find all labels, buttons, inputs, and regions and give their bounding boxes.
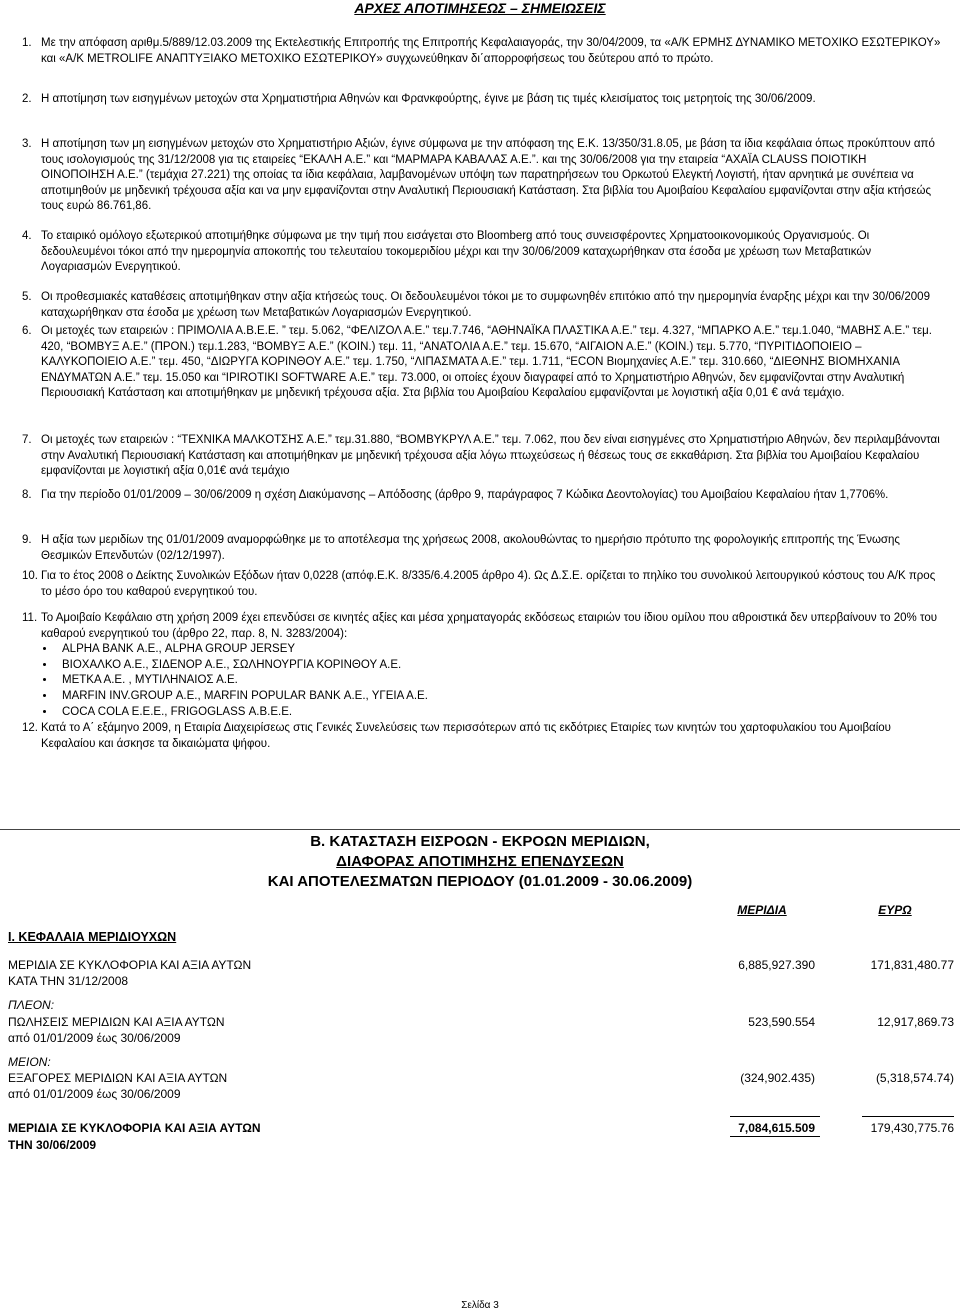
list-item: • COCA COLA Ε.Ε.Ε., FRIGOGLASS Α.Β.Ε.Ε. bbox=[56, 705, 942, 721]
row-sales-units: 523,590.554 bbox=[748, 1015, 815, 1029]
total-line-euro bbox=[862, 1116, 954, 1117]
note-text: Κατά το Α΄ εξάμηνο 2009, η Εταιρία Διαχειρίσεως στις Γενικές Συνελεύσεις των περισσότερων από τις εκδότριες Εταιρίες των κινητών του χαρτοφυλακίου του Αμοιβαίου Κεφαλαίου και άσκησε τα δικαιώματα ψήφου. bbox=[41, 722, 891, 750]
note-text: Η αποτίμηση των εισηγμένων μετοχών στα Χρηματιστήρια Αθηνών και Φρανκφούρτης, έγινε με βάση τις τιμές κλεισίματος τοις μετρητοίς της 30/06/2009. bbox=[41, 93, 816, 105]
row-opening-label: ΜΕΡΙΔΙΑ ΣΕ ΚΥΚΛΟΦΟΡΙΑ ΚΑΙ ΑΞΙΑ ΑΥΤΩΝ bbox=[8, 958, 252, 972]
note-12 bbox=[22, 721, 942, 752]
note-text: Οι μετοχές των εταιρειών : ΠΡΙΜΟΛΙΑ Α.Β.Ε.Ε. ” τεμ. 5.062, “ΦΕΛΙΖΟΛ Α.Ε.” τεμ.7.746, “ΑΘΗΝΑΪΚΑ ΠΛΑΣΤΙΚΑ Α.Ε.” τεμ. 4.327, “ΜΠΑΡΚΟ Α.Ε.” τεμ.1.040, “ΜΑΒΗΣ Α.Ε.” τεμ. 420, “ΒΟΜΒΥΞ Α.Ε.” (ΠΡΟΝ.) τεμ.1.283, “ΒΟΜΒΥΞ Α.Ε.” (ΚΟΙΝ.) τεμ. 11, “ΑΝΑΤΟΛΙΑ Α.Ε.” τεμ. 15.670, “ΑΙΓΑΙΟΝ Α.Ε.” (ΚΟΙΝ.) τεμ. 5.770, “ΠΥΡΙΤΙΔΟΠΟΙΕΙΟ – ΚΑΛΥΚΟΠΟΙΕΙΟ Α.Ε.” τεμ. 450, “ΔΙΩΡΥΓΑ ΚΟΡΙΝΘΟΥ Α.Ε.” τεμ. 1.750, “ΛΙΠΑΣΜΑΤΑ Α.Ε.” τεμ. 1.711, “ΕCON Βιομηχανίες Α.Ε.” τεμ. 310.660, “ΔΙΕΘΝΗΣ ΒΙΟΜΗΧΑΝΙΑ ΕΝΔΥΜΑΤΩΝ Α.Ε.” τεμ. 15.050 και “IPIROTIKI SOFTWARE Α.Ε.” τεμ. 73.000, οι οποίες έχουν διαγραφεί από το Χρηματιστήριο Αθηνών, δεν εμφανίζονται στην Αναλυτική Περιουσιακή Κατάσταση και αποτιμήθηκαν με μηδενική τρέχουσα αξία. Στα βιβλία του Αμοιβαίου Κεφαλαίου εμφανίζονται με λογιστική αξία 0,01 € ανά τεμάχιο. bbox=[41, 325, 932, 400]
note-number: 1. bbox=[22, 37, 32, 49]
row-sales-euro: 12,917,869.73 bbox=[877, 1015, 954, 1029]
note-number: 12. bbox=[22, 722, 38, 734]
note-number: 7. bbox=[22, 434, 32, 446]
note-text: Για την περίοδο 01/01/2009 – 30/06/2009 η σχέση Διακύμανσης – Απόδοσης (άρθρο 9, παράγραφος 7 Κώδικα Δεοντολογίας) του Αμοιβαίου Κεφαλαίου ήταν 1,7706%. bbox=[41, 489, 889, 501]
note-number: 5. bbox=[22, 291, 32, 303]
note-8 bbox=[22, 488, 942, 504]
row-redemptions-units: (324,902.435) bbox=[740, 1071, 815, 1085]
note-text: Το Αμοιβαίο Κεφάλαιο στη χρήση 2009 έχει επενδύσει σε κινητές αξίες και μέσα χρηματαγοράς εκδόσεως εταιριών του ίδιου ομίλου που αθροιστικά δεν υπερβαίνουν το 20% του καθαρού ενεργητικού του (άρθρο 22, παρ. 8, Ν. 3283/2004): bbox=[41, 612, 938, 640]
affiliated-companies-list bbox=[22, 642, 942, 720]
column-header-units: ΜΕΡΙΔΙΑ bbox=[737, 903, 787, 917]
note-text: Με την απόφαση αριθμ.5/889/12.03.2009 της Εκτελεστικής Επιτροπής της Επιτροπής Κεφαλαιαγοράς, την 30/04/2009, τα «Α/Κ ΕΡΜΗΣ ΔΥΝΑΜΙΚΟ ΜΕΤΟΧΙΚΟ ΕΣΩΤΕΡΙΚΟΥ» και «Α/Κ METROLIFE ΑΝΑΠΤΥΞΙΑΚΟ ΜΕΤΟΧΙΚΟ ΕΣΩΤΕΡΙΚΟΥ» συγχωνεύθηκαν δι΄απορροφήσεως του δεύτερου από το πρώτο. bbox=[41, 37, 941, 65]
row-closing-sublabel: ΤΗΝ 30/06/2009 bbox=[8, 1138, 97, 1152]
note-text: Οι μετοχές των εταιρειών : “ΤΕΧΝΙΚΑ ΜΑΛΚΟΤΣΗΣ Α.Ε.” τεμ.31.880, “ΒΟΜΒΥΚΡΥΛ Α.Ε.” τεμ. 7.062, που δεν είναι εισηγμένες στο Χρηματιστήριο Αθηνών, δεν περιλαμβάνονται στην Αναλυτική Περιουσιακή Κατάσταση και αποτιμήθηκαν με μηδενική τρέχουσα αξία λόγω πτωχεύσεως ή θέσεως τους σε εκκαθάριση. Στα βιβλία του Αμοιβαίου Κεφαλαίου εμφανίζονται με λογιστική αξία 0,01€ ανά τεμάχιο bbox=[41, 434, 940, 478]
note-5 bbox=[22, 290, 942, 321]
note-number: 6. bbox=[22, 325, 32, 337]
note-3 bbox=[22, 137, 942, 215]
note-number: 8. bbox=[22, 489, 32, 501]
row-closing-euro: 179,430,775.76 bbox=[870, 1121, 954, 1135]
list-item: • MARFIN INV.GROUP Α.Ε., MARFIN POPULAR BANK Α.Ε., ΥΓΕΙΑ Α.Ε. bbox=[56, 689, 942, 705]
note-number: 9. bbox=[22, 534, 32, 546]
note-text: Για το έτος 2008 ο Δείκτης Συνολικών Εξόδων ήταν 0,0228 (απόφ.Ε.Κ. 8/335/6.4.2005 άρθρο 4). Ως Δ.Σ.Ε. ορίζεται το πηλίκο του συνολικού λειτουργικού κόστους του Α/Κ προς το μέσο όρο του καθαρού ενεργητικού του. bbox=[41, 570, 936, 598]
note-text: Η αποτίμηση των μη εισηγμένων μετοχών στο Χρηματιστήριο Αξιών, έγινε σύμφωνα με την απόφαση της Ε.Κ. 13/350/31.8.05, με βάση τα ίδια κεφάλαια όπως προκύπτουν από τους ισολογισμούς της 31/12/2008 για τις εταιρείες “ΕΚΑΛΗ Α.Ε.” και “ΜΑΡΜΑΡΑ ΚΑΒΑΛΑΣ Α.Ε.”. και της 30/06/2008 για την εταιρεία “ΑΧΑΪΑ CLAUSS ΠΟΙΟΤΙΚΗ ΟΙΝΟΠΟΙΗΣΗ Α.Ε.” (τεμάχια 27.221) της οποίας τα ίδια κεφάλαια, λαμβανομένων υπόψη των παρατηρήσεων του Ορκωτού Ελεγκτή Λογιστή, ήταν αρνητικά με συνέπεια να αποτιμηθούν με μηδενική τρέχουσα αξία και να μην εμφανίζονται στην Αναλυτική Περιουσιακή Κατάσταση. Στα βιβλία του Αμοιβαίου Κεφαλαίου εμφανίζονται στην αξία κτήσεώς τους ευρώ 86.761,86. bbox=[41, 138, 935, 213]
row-opening-units: 6,885,927.390 bbox=[738, 958, 815, 972]
list-item: • ΜΕΤΚΑ Α.Ε. , ΜΥΤΙΛΗΝΑΙΟΣ Α.Ε. bbox=[56, 673, 942, 689]
note-number: 4. bbox=[22, 230, 32, 242]
page-title: ΑΡΧΕΣ ΑΠΟΤΙΜΗΣΕΩΣ – ΣΗΜΕΙΩΣΕΙΣ bbox=[354, 0, 606, 16]
note-text: Οι προθεσμιακές καταθέσεις αποτιμήθηκαν στην αξία κτήσεώς τους. Οι δεδουλευμένοι τόκοι με το συμφωνηθέν επιτόκιο από την ημερομηνία έναρξης μέχρι και την 30/06/2009 καταχωρήθηκαν στα έσοδα με χρέωση των Μεταβατικών Λογαριασμών Ενεργητικού. bbox=[41, 291, 930, 319]
note-10 bbox=[22, 569, 942, 600]
section-b-line-1: Β. ΚΑΤΑΣΤΑΣΗ ΕΙΣΡΟΩΝ - ΕΚΡΟΩΝ ΜΕΡΙΔΙΩΝ, bbox=[310, 833, 650, 850]
note-2 bbox=[22, 92, 942, 108]
section-b-line-2: ΔΙΑΦΟΡΑΣ ΑΠΟΤΙΜΗΣΗΣ ΕΠΕΝΔΥΣΕΩΝ bbox=[336, 853, 624, 870]
row-redemptions-euro: (5,318,574.74) bbox=[875, 1071, 954, 1085]
unitholders-capital-heading: Ι. ΚΕΦΑΛΑΙΑ ΜΕΡΙΔΙΟΥΧΩΝ bbox=[8, 930, 177, 944]
minus-label: ΜΕΙΟΝ: bbox=[8, 1055, 51, 1069]
total-line-units bbox=[730, 1116, 820, 1117]
section-b-line-3: ΚΑΙ ΑΠΟΤΕΛΕΣΜΑΤΩΝ ΠΕΡΙΟΔΟΥ (01.01.2009 - 30.06.2009) bbox=[267, 873, 693, 890]
note-11 bbox=[22, 611, 942, 720]
row-redemptions-sublabel: από 01/01/2009 έως 30/06/2009 bbox=[8, 1087, 181, 1101]
page-number: Σελίδα 3 bbox=[461, 1300, 499, 1311]
note-number: 10. bbox=[22, 570, 38, 582]
note-7 bbox=[22, 433, 942, 480]
list-item: • ALPHA BANK Α.Ε., ALPHA GROUP JERSEY bbox=[56, 642, 942, 658]
row-opening-sublabel: ΚΑΤΑ ΤΗΝ 31/12/2008 bbox=[8, 974, 129, 988]
note-6 bbox=[22, 324, 942, 402]
list-item: • ΒΙΟΧΑΛΚΟ Α.Ε., ΣΙΔΕΝΟΡ Α.Ε., ΣΩΛΗΝΟΥΡΓΙΑ ΚΟΡΙΝΘΟΥ Α.Ε. bbox=[56, 658, 942, 674]
note-9 bbox=[22, 533, 942, 564]
row-opening-euro: 171,831,480.77 bbox=[870, 958, 954, 972]
row-sales-label: ΠΩΛΗΣΕΙΣ ΜΕΡΙΔΙΩΝ ΚΑΙ ΑΞΙΑ ΑΥΤΩΝ bbox=[8, 1015, 225, 1029]
note-text: Η αξία των μεριδίων της 01/01/2009 αναμορφώθηκε με το αποτέλεσμα της χρήσεως 2008, ακολουθώντας το ημερήσιο πρότυπο της φορολογικής επιτροπής της Ένωσης Θεσμικών Επενδυτών (02/12/1997). bbox=[41, 534, 900, 562]
plus-label: ΠΛΕΟΝ: bbox=[8, 998, 55, 1012]
note-number: 2. bbox=[22, 93, 32, 105]
row-closing-label: ΜΕΡΙΔΙΑ ΣΕ ΚΥΚΛΟΦΟΡΙΑ ΚΑΙ ΑΞΙΑ ΑΥΤΩΝ bbox=[8, 1121, 261, 1135]
double-underline-units bbox=[730, 1136, 820, 1137]
note-text: Το εταιρικό ομόλογο εξωτερικού αποτιμήθηκε σύμφωνα με την τιμή που εισάγεται στο Bloomberg από τους συνεισφέροντες Χρηματοοικονομικούς Οργανισμούς. Οι δεδουλευμένοι τόκοι από την ημερομηνία αποκοπής του τελευταίου τοκομεριδίου μέχρι και την 30/06/2009 καταχωρήθηκαν στα έσοδα με χρέωση των Μεταβατικών Λογαριασμών Ενεργητικού. bbox=[41, 230, 872, 274]
section-b-heading bbox=[0, 830, 960, 892]
note-number: 3. bbox=[22, 138, 32, 150]
column-header-euro: ΕΥΡΩ bbox=[878, 903, 912, 917]
row-closing-units: 7,084,615.509 bbox=[738, 1121, 815, 1135]
row-redemptions-label: ΕΞΑΓΟΡΕΣ ΜΕΡΙΔΙΩΝ ΚΑΙ ΑΞΙΑ ΑΥΤΩΝ bbox=[8, 1071, 228, 1085]
note-4 bbox=[22, 229, 942, 276]
row-sales-sublabel: από 01/01/2009 έως 30/06/2009 bbox=[8, 1031, 181, 1045]
note-number: 11. bbox=[22, 612, 38, 624]
note-1 bbox=[22, 36, 942, 67]
